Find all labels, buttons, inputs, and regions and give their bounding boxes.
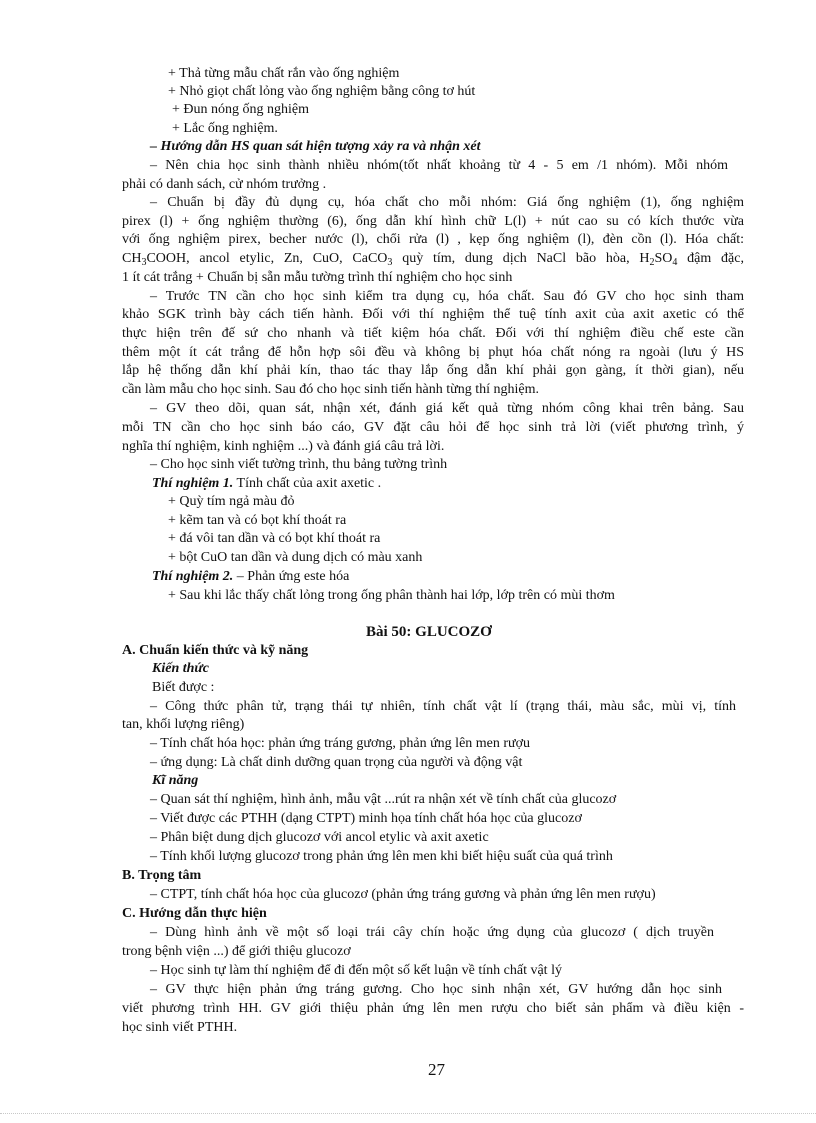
- skill-item: – Quan sát thí nghiệm, hình ảnh, mẫu vật ...rút ra nhận xét về tính chất của glucozơ: [150, 792, 617, 807]
- group-paragraph-line: phải có danh sách, cử nhóm trưởng .: [122, 177, 327, 192]
- formula-subscript: 3: [141, 257, 147, 268]
- before-paragraph-line: thực hiện trên đế sứ cho nhanh và tiết kiệm hóa chất. Đối với thí nghiệm điều chế este cần: [122, 326, 744, 341]
- experiment-result: + đá vôi tan dần và có bọt khí thoát ra: [168, 531, 381, 546]
- guide-item-line: viết phương trình HH. GV giới thiệu phản ứng lên men rượu cho biết sản phẩm và điều kiện -: [122, 1001, 744, 1016]
- procedure-step: + Nhỏ giọt chất lỏng vào ống nghiệm bằng công tơ hút: [168, 84, 476, 99]
- skill-item: – Phân biệt dung dịch glucozơ với ancol etylic và axit axetic: [150, 830, 489, 845]
- experiment-1-title: Tính chất của axit axetic .: [233, 476, 382, 491]
- procedure-step: + Lắc ống nghiệm.: [172, 121, 278, 136]
- experiment-2-title: – Phản ứng este hóa: [233, 569, 350, 584]
- formula-text: SO: [654, 251, 673, 266]
- skill-item: – Viết được các PTHH (dạng CTPT) minh họa tính chất hóa học của glucozơ: [150, 811, 582, 826]
- knowledge-heading: Kiến thức: [152, 661, 210, 676]
- experiment-result: + Sau khi lắc thấy chất lỏng trong ống phân thành hai lớp, lớp trên có mùi thơm: [168, 588, 615, 603]
- before-paragraph-line: thêm một ít cát trắng để hỗn hợp sôi đều và không bị phụt hóa chất nóng ra ngoài (lưu ý HS: [122, 345, 744, 360]
- formula-subscript: 3: [387, 257, 393, 268]
- page-number: 27: [428, 1060, 445, 1079]
- prep-paragraph-line: pirex (l) + ống nghiệm thường (6), ống dẫn khí hình chữ L(l) + nút cao su có kích thước vừa: [122, 214, 744, 229]
- procedure-step: + Đun nóng ống nghiệm: [172, 102, 309, 117]
- report-line: – Cho học sinh viết tường trình, thu bảng tường trình: [150, 457, 448, 472]
- experiment-result: + bột CuO tan dần và dung dịch có màu xanh: [168, 550, 423, 565]
- knowledge-intro: Biết được :: [152, 680, 215, 695]
- knowledge-item-line: tan, khối lượng riêng): [122, 717, 245, 732]
- experiment-2-heading: [152, 567, 349, 586]
- prep-paragraph-line: với ống nghiệm pirex, becher nước (l), chổi rửa (l) , kẹp ống nghiệm (l), đèn cồn (l). Hóa chất:: [122, 232, 744, 247]
- skill-item: – Tính khối lượng glucozơ trong phản ứng lên men khi biết hiệu suất của quá trình: [150, 849, 613, 864]
- gv-paragraph-line: mỗi TN cần cho học sinh báo cáo, GV đặt câu hỏi để học sinh trả lời (viết phương trình, ý: [122, 420, 744, 435]
- formula-text: CH: [122, 251, 142, 266]
- focus-item: – CTPT, tính chất hóa học của glucozơ (phản ứng tráng gương và phản ứng lên men rượu): [150, 887, 656, 902]
- gv-paragraph-line: – GV theo dõi, quan sát, nhận xét, đánh giá kết quả từng nhóm công khai trên bảng. Sau: [150, 401, 744, 416]
- prep-paragraph-line: – Chuẩn bị đầy đủ dụng cụ, hóa chất cho mỗi nhóm: Giá ống nghiệm (1), ống nghiệm: [150, 195, 744, 210]
- knowledge-item: – Tính chất hóa học: phản ứng tráng gương, phản ứng lên men rượu: [150, 736, 531, 751]
- before-paragraph-line: cần làm mẫu cho học sinh. Sau đó cho học sinh tiến hành từng thí nghiệm.: [122, 382, 540, 397]
- skills-heading: Kĩ năng: [152, 773, 199, 788]
- formula-text: COOH, ancol etylic, Zn, CuO, CaCO: [146, 251, 388, 266]
- chemicals-line: [122, 249, 744, 268]
- section-b-heading: B. Trọng tâm: [122, 868, 202, 883]
- experiment-2-label: Thí nghiệm 2.: [152, 569, 234, 584]
- experiment-result: + kẽm tan và có bọt khí thoát ra: [168, 513, 347, 528]
- guide-item-line: trong bệnh viện ...) để giới thiệu glucozơ: [122, 944, 351, 959]
- knowledge-item: – ứng dụng: Là chất dinh dưỡng quan trọng của người và động vật: [150, 755, 523, 770]
- page-bottom-divider: [0, 1113, 816, 1114]
- procedure-step: + Thả từng mẫu chất rắn vào ống nghiệm: [168, 66, 400, 81]
- guide-item-line: – GV thực hiện phản ứng tráng gương. Cho học sinh nhận xét, GV hướng dẫn học sinh: [150, 982, 722, 997]
- guide-item-line: – Dùng hình ảnh về một số loại trái cây chín hoặc ứng dụng của glucozơ ( dịch truyền: [150, 925, 714, 940]
- experiment-result: + Quỳ tím ngả màu đỏ: [168, 494, 295, 509]
- guide-item-line: học sinh viết PTHH.: [122, 1020, 238, 1035]
- group-paragraph-line: – Nên chia học sinh thành nhiều nhóm(tốt nhất khoảng từ 4 - 5 em /1 nhóm). Mỗi nhóm: [150, 158, 728, 173]
- gv-paragraph-line: nghĩa thí nghiệm, kinh nghiệm ...) và đánh giá câu trả lời.: [122, 439, 445, 454]
- section-c-heading: C. Hướng dẫn thực hiện: [122, 906, 267, 921]
- lesson-title: Bài 50: GLUCOZƠ: [366, 624, 492, 640]
- guide-item: – Học sinh tự làm thí nghiệm để đi đến một số kết luận về tính chất vật lý: [150, 963, 562, 978]
- before-paragraph-line: khảo SGK trình bày cách tiến hành. Đối với thí nghiệm thể tuệ tính axit của axit axetic có thể: [122, 307, 744, 322]
- before-paragraph-line: – Trước TN cần cho học sinh kiểm tra dụng cụ, hóa chất. Sau đó GV cho học sinh tham: [150, 289, 744, 304]
- formula-subscript: 4: [672, 257, 678, 268]
- observe-heading: – Hướng dẫn HS quan sát hiện tượng xảy ra và nhận xét: [150, 139, 481, 154]
- section-a-heading: A. Chuẩn kiến thức và kỹ năng: [122, 643, 309, 658]
- experiment-1-label: Thí nghiệm 1.: [152, 476, 234, 491]
- formula-text: đậm đặc,: [677, 251, 744, 266]
- prep-paragraph-line: 1 ít cát trắng + Chuẩn bị sẵn mẫu tường trình thí nghiệm cho học sinh: [122, 270, 513, 285]
- formula-subscript: 2: [649, 257, 655, 268]
- experiment-1-heading: [152, 474, 381, 493]
- knowledge-item-line: – Công thức phân tử, trạng thái tự nhiên, tính chất vật lí (trạng thái, màu sắc, mùi vị, tính: [150, 699, 736, 714]
- formula-text: quỳ tím, dung dịch NaCl bão hòa, H: [392, 251, 650, 266]
- before-paragraph-line: lắp hệ thống dẫn khí phải kín, thao tác thay lắp ống dẫn khí phải gọn gàng, ít thời gian), nếu: [122, 363, 744, 378]
